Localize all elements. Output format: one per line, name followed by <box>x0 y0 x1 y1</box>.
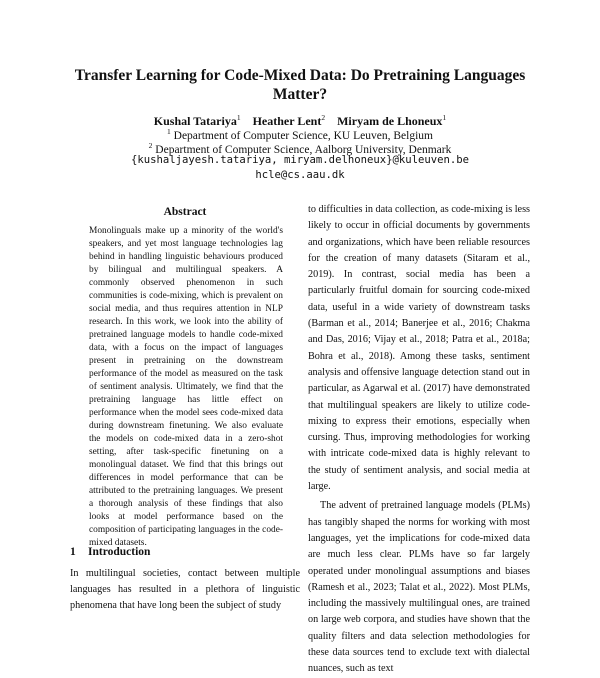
author-affiliation-mark: 1 <box>236 113 241 122</box>
abstract-heading: Abstract <box>163 206 207 218</box>
author-name: Kushal Tatariya <box>153 114 237 128</box>
author-email: hcle@cs.aau.dk <box>255 169 345 181</box>
author-affiliation-mark: 1 <box>442 113 447 122</box>
affiliation-text: Department of Computer Science, Aalborg University, Denmark <box>155 143 452 156</box>
section-heading <box>70 546 300 558</box>
author-email: {kushaljayesh.tatariya, miryam.delhoneux}@kuleuven.be <box>130 154 470 166</box>
affiliation-mark: 2 <box>148 141 153 150</box>
author-name: Heather Lent <box>252 114 322 128</box>
author-affiliation-mark: 2 <box>321 113 326 122</box>
affiliation-text: Department of Computer Science, KU Leuven, Belgium <box>173 129 433 142</box>
section-title: Introduction <box>88 546 151 558</box>
paper-title: Transfer Learning for Code-Mixed Data: Do Pretraining Languages Matter? <box>74 67 526 103</box>
introduction-text: In multilingual societies, contact between multiple languages has resulted in a plethora of linguistic phenomena that have long been the subject of study <box>70 568 300 611</box>
body-paragraph: to difficulties in data collection, as code-mixing is less likely to occur in official documents by governments and organizations, which have been reliable resources for the creation of many datasets (Sitaram et al., 2019). In contrast, social media has been a particularly fruitful domain for sourcing code-mixed data, useful in a wide variety of downstream tasks (Barman et al., 2014; Banerjee et al., 2016; Chakma and Das, 2016; Vijay et al., 2018; Patra et al., 2018a; Bohra et al., 2018). Among these tasks, sentiment analysis and offensive language detection stand out in particular, as Agarwal et al. (2017) have demonstrated that multilingual speakers are likely to utilize code-mixing to express their emotions, especially when cursing. Thus, improving methodologies for working with intricate code-mixed data is highly relevant to the study of sentiment analysis, and social media at large. <box>308 204 530 493</box>
section-number: 1 <box>70 546 76 558</box>
body-paragraph: The advent of pretrained language models (PLMs) has tangibly shaped the norms for working with most languages, yet the implications for code-mixed data are much less clear. PLMs have so far largely operated under monolingual assumptions and biases (Ramesh et al., 2023; Talat et al., 2022). Most PLMs, including the massively multilingual ones, are trained on large web corpora, and studies have shown that the quality filters and data selection methodologies for these data sources tend to exclude text with dialectal nuances, such as text <box>308 500 530 675</box>
affiliation-mark: 1 <box>167 127 171 136</box>
right-column-text <box>308 202 530 675</box>
author-name: Miryam de Lhoneux <box>337 114 443 128</box>
abstract-text: Monolinguals make up a minority of the world's speakers, and yet most language technologies lag behind in handling linguistic behaviours produced by bilingual and multilingual speakers. A commonly observed phenomenon in such communities is code-mixing, which is prevalent on social media, and thus requires attention in NLP research. In this work, we look into the ability of pretrained language models to handle code-mixed data, with a focus on the impact of languages present in pretraining on the downstream performance of the model as measured on the task of sentiment analysis. Ultimately, we find that the pretraining language has little effect on performance when the model sees code-mixed data during downstream finetuning. We also evaluate the models on code-mixed data in a zero-shot setting, after task-specific finetuning on a monolingual dataset. We find that this brings out differences in model performance that can be attributed to the pretraining languages. We present a thorough analysis of these findings that also looks at model performance based on the composition of participating languages in the code-mixed datasets. <box>89 226 283 549</box>
